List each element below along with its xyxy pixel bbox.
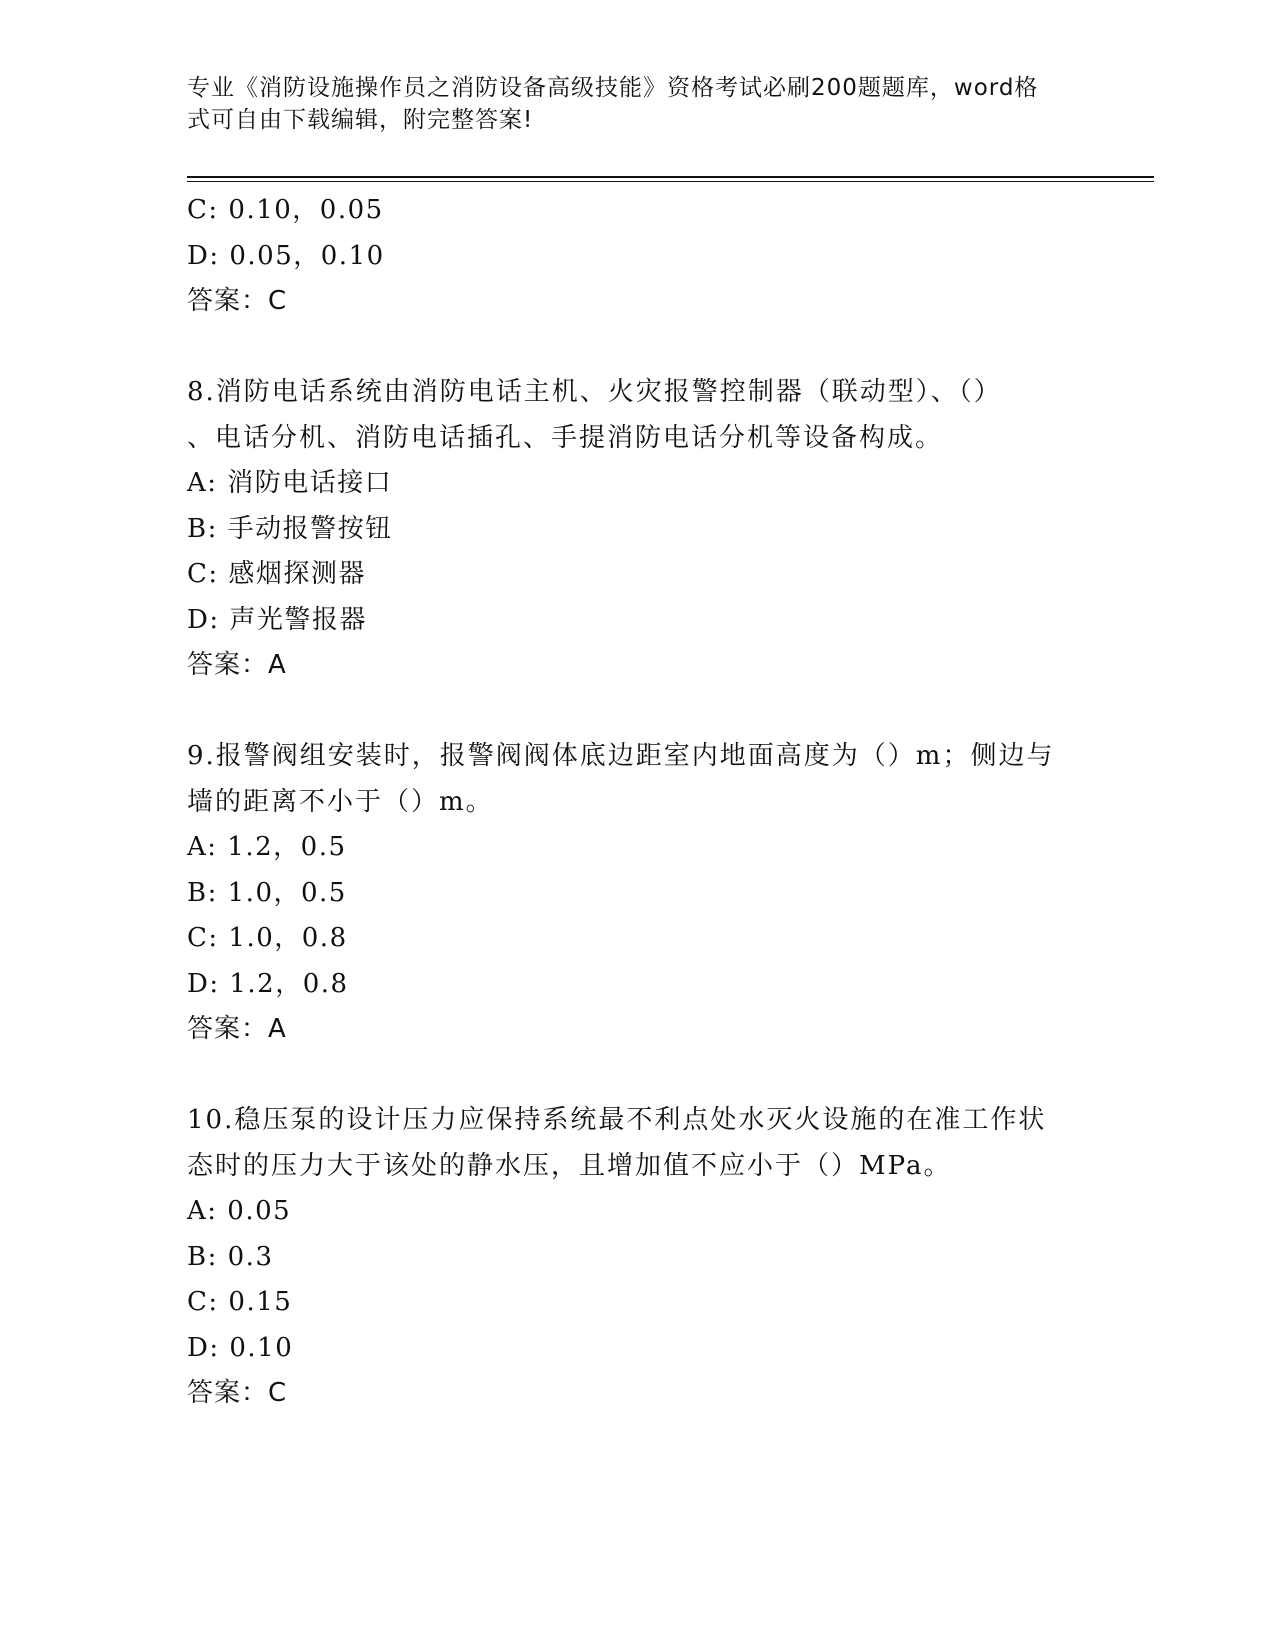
question-stem	[187, 1098, 1087, 1189]
question-stem-line-1: 10.稳压泵的设计压力应保持系统最不利点处水灭火设施的在准工作状	[187, 1105, 1047, 1135]
option-d: D: 1.2，0.8	[187, 968, 349, 999]
spacer	[187, 689, 1087, 735]
question-stem-line-1: 8.消防电话系统由消防电话主机、火灾报警控制器（联动型）、（）	[187, 377, 1002, 407]
option-c: C: 0.10，0.05	[187, 195, 384, 225]
question-stem	[187, 370, 1087, 461]
option-b: B: 手动报警按钮	[187, 513, 393, 544]
option-a: A: 0.05	[187, 1196, 292, 1226]
question-stem-line-2: 、电话分机、消防电话插孔、手提消防电话分机等设备构成。	[187, 422, 944, 453]
question-stem-line-1: 9.报警阀组安装时，报警阀阀体底边距室内地面高度为（）m；侧边与	[187, 741, 1055, 771]
answer-line: 答案：C	[187, 286, 288, 316]
option-d: D: 声光警报器	[187, 604, 367, 635]
option-c: C: 感烟探测器	[187, 559, 366, 589]
question-10	[187, 1098, 1087, 1417]
question-stem-line-2: 墙的距离不小于（）m。	[187, 786, 494, 817]
option-c: C: 1.0，0.8	[187, 923, 348, 953]
option-d: D: 0.05，0.10	[187, 240, 385, 271]
question-7-tail	[187, 188, 1087, 325]
question-9	[187, 734, 1087, 1053]
option-d: D: 0.10	[187, 1332, 294, 1363]
document-header	[187, 72, 1067, 136]
header-divider-thick	[187, 176, 1154, 178]
question-8	[187, 370, 1087, 689]
question-stem	[187, 734, 1087, 825]
header-line-1: 专业《消防设施操作员之消防设备高级技能》资格考试必刷200题题库，word格	[187, 75, 1039, 101]
option-b: B: 0.3	[187, 1241, 274, 1272]
option-c: C: 0.15	[187, 1287, 293, 1317]
answer-line: 答案：C	[187, 1378, 288, 1408]
answer-line: 答案：A	[187, 650, 287, 680]
option-a: A: 1.2，0.5	[187, 832, 347, 862]
spacer	[187, 1053, 1087, 1099]
question-list	[187, 188, 1087, 1417]
spacer	[187, 325, 1087, 371]
option-a: A: 消防电话接口	[187, 468, 393, 498]
option-b: B: 1.0，0.5	[187, 877, 347, 908]
answer-line: 答案：A	[187, 1014, 287, 1044]
header-divider-thin	[187, 181, 1154, 182]
question-stem-line-2: 态时的压力大于该处的静水压，且增加值不应小于（）MPa。	[187, 1150, 952, 1181]
header-line-2: 式可自由下载编辑，附完整答案!	[187, 107, 534, 133]
